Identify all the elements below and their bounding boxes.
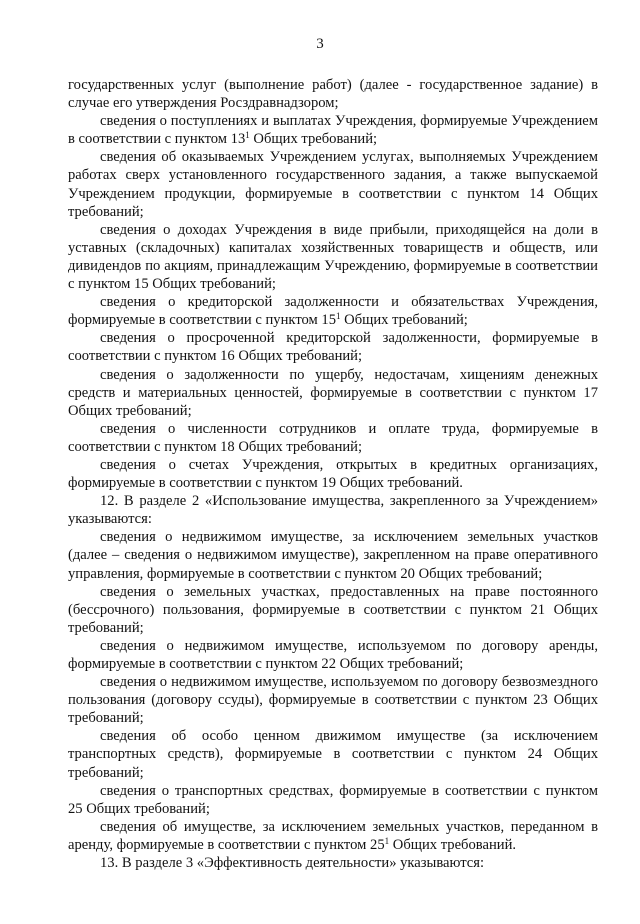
paragraph-text: сведения об оказываемых Учреждением услугах, выполняемых Учреждением работах сверх установленного государственного задания, а также выпускаемой Учреждением продукции, формируемые в соответствии с пунктом 14 Общих требований;	[68, 149, 598, 220]
paragraph-text: сведения о счетах Учреждения, открытых в кредитных организациях, формируемые в соответствии с пунктом 19 Общих требований.	[68, 456, 598, 492]
paragraph-text: сведения о транспортных средствах, формируемые в соответствии с пунктом 25 Общих требований;	[68, 782, 598, 817]
paragraph	[68, 366, 598, 420]
paragraph-text: 13. В разделе 3 «Эффективность деятельности» указываются:	[100, 855, 485, 872]
paragraph-text: сведения о просроченной кредиторской задолженности, формируемые в соответствии с пунктом 16 Общих требований;	[68, 330, 598, 365]
paragraph-text: сведения о кредиторской задолженности и обязательствах Учреждения, формируемые в соответствии с пунктом 15	[68, 294, 598, 329]
paragraph	[68, 818, 598, 854]
paragraph	[68, 854, 598, 872]
paragraph-text: сведения о недвижимом имуществе, используемом по договору безвозмездного пользования (договору ссуды), формируемые в соответствии с пунктом 23 Общих требований;	[68, 674, 598, 727]
paragraph	[68, 112, 598, 148]
superscript: 1	[384, 835, 390, 846]
paragraph	[68, 583, 598, 637]
paragraph-text: сведения о недвижимом имуществе, используемом по договору аренды, формируемые в соответствии с пунктом 22 Общих требований;	[68, 637, 598, 672]
paragraph-text-tail: Общих требований.	[389, 836, 517, 853]
paragraph	[68, 492, 598, 528]
paragraph	[68, 528, 598, 582]
document-body	[68, 76, 598, 872]
paragraph	[68, 456, 598, 492]
paragraph	[68, 420, 598, 456]
paragraph-text: сведения о земельных участках, предоставленных на праве постоянного (бессрочного) пользования, формируемые в соответствии с пунктом 21 Общих требований;	[68, 583, 598, 636]
paragraph-text: сведения о недвижимом имуществе, за исключением земельных участков (далее – сведения о недвижимом имуществе), закрепленном на праве оперативного управления, формируемые в соответствии с пунктом 20 Общих требований;	[68, 529, 598, 582]
paragraph-text: сведения о задолженности по ущербу, недостачам, хищениям денежных средств и материальных ценностей, формируемые в соответствии с пунктом 17 Общих требований;	[68, 366, 598, 419]
paragraph	[68, 329, 598, 365]
paragraph	[68, 148, 598, 220]
paragraph	[68, 76, 598, 112]
paragraph-text: 12. В разделе 2 «Использование имущества, закрепленного за Учреждением» указываются:	[68, 493, 598, 528]
paragraph-text: сведения о доходах Учреждения в виде прибыли, приходящейся на доли в уставных (складочных) капиталах хозяйственных товариществ и обществ, или дивидендов по акциям, принадлежащим Учреждению, формируемые в соответствии с пунктом 15 Общих требований;	[68, 221, 598, 293]
superscript: 1	[336, 311, 341, 322]
paragraph-text: сведения об особо ценном движимом имуществе (за исключением транспортных средств), формируемые в соответствии с пунктом 24 Общих требований;	[68, 728, 598, 781]
paragraph	[68, 221, 598, 293]
paragraph-text: сведения об имуществе, за исключением земельных участков, переданном в аренду, формируемые в соответствии с пунктом 25	[68, 818, 598, 853]
paragraph	[68, 673, 598, 727]
paragraph-text-tail: Общих требований;	[340, 312, 468, 329]
paragraph	[68, 637, 598, 673]
paragraph	[68, 293, 598, 329]
paragraph-text: государственных услуг (выполнение работ) (далее - государственное задание) в случае его утверждения Росздравнадзором;	[68, 77, 598, 112]
paragraph	[68, 782, 598, 818]
paragraph	[68, 727, 598, 781]
paragraph-text: сведения о численности сотрудников и оплате труда, формируемые в соответствии с пунктом 18 Общих требований;	[68, 420, 598, 455]
paragraph-text-tail: Общих требований;	[249, 131, 378, 148]
page-number: 3	[316, 36, 324, 52]
superscript: 1	[245, 130, 250, 141]
paragraph-text: сведения о поступлениях и выплатах Учреждения, формируемые Учреждением в соответствии с пунктом 13	[68, 113, 598, 148]
